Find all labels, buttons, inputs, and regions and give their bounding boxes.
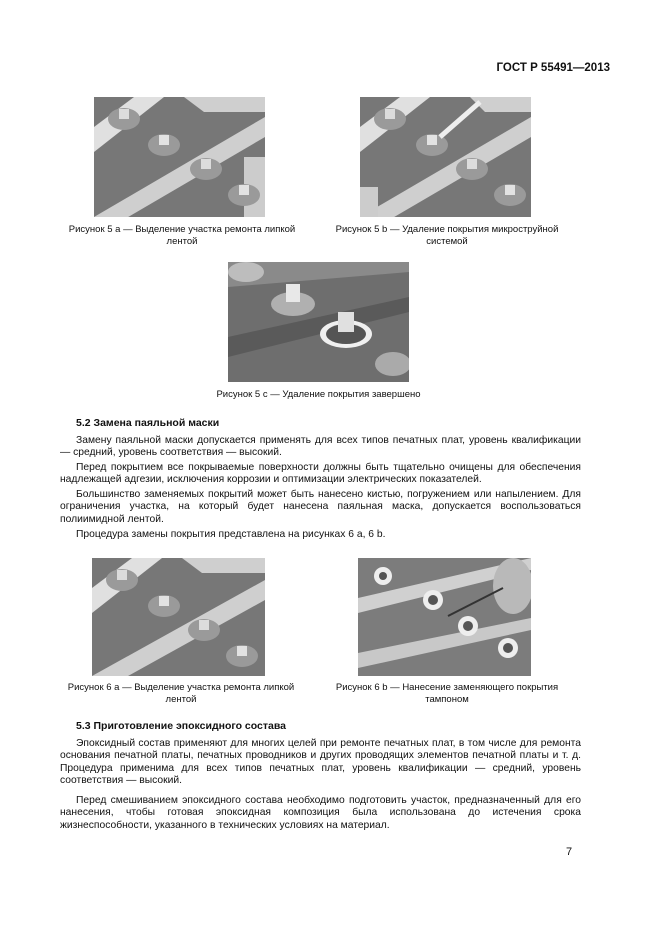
- figure-6a-caption: Рисунок 6 а — Выделение участка ремонта липкой лентой: [67, 682, 295, 705]
- section-5-3-paragraph-2: Перед смешиванием эпоксидного состава необходимо подготовить участок, предназначенный для его нанесения, чтобы готовая эпоксидная композиция была использована до истечения срока жизнеспособности, указанного в технических условиях на материал.: [60, 795, 581, 831]
- document-header: ГОСТ Р 55491—2013: [496, 62, 610, 74]
- figure-5c-caption: Рисунок 5 с — Удаление покрытия завершено: [216, 389, 421, 400]
- figure-5a-photo: [94, 97, 265, 217]
- section-5-3-heading: 5.3 Приготовление эпоксидного состава: [76, 720, 287, 732]
- section-5-2-heading: 5.2 Замена паяльной маски: [76, 417, 220, 429]
- figure-6b-caption: Рисунок 6 b — Нанесение заменяющего покрытия тампоном: [335, 682, 559, 705]
- figure-5b-photo: [360, 97, 531, 217]
- section-5-2-paragraph-3: Большинство заменяемых покрытий может быть нанесено кистью, погружением или напылением. Для ограничения участка, на который будет нанесена паяльная маска, допускается воспользоваться полиимидной лентой.: [60, 489, 581, 525]
- section-5-2-paragraph-1: Замену паяльной маски допускается применять для всех типов печатных плат, уровень квалификации — средний, уровень соответствия — высокий.: [60, 435, 581, 459]
- section-5-2-paragraph-4: Процедура замены покрытия представлена на рисунках 6 а, 6 b.: [76, 529, 386, 540]
- figure-6a-photo: [92, 558, 265, 676]
- figure-6b-photo: [358, 558, 531, 676]
- section-5-3-paragraph-1: Эпоксидный состав применяют для многих целей при ремонте печатных плат, в том числе для ремонта основания печатной платы, печатных проводников и других проводящих элементов печатной платы и т. д. Процедура применима для всех типов печатных плат, уровень квалификации — средний, уровень соответствия — высокий.: [60, 738, 581, 787]
- figure-5a-caption: Рисунок 5 а — Выделение участка ремонта липкой лентой: [68, 224, 296, 247]
- figure-5c-photo: [228, 262, 409, 382]
- section-5-2-paragraph-2: Перед покрытием все покрываемые поверхности должны быть тщательно очищены для обеспечения надлежащей адгезии, исключения коррозии и оптимизации электрических показателей.: [60, 462, 581, 486]
- page-number: 7: [566, 846, 573, 858]
- figure-5b-caption: Рисунок 5 b — Удаление покрытия микроструйной системой: [335, 224, 559, 247]
